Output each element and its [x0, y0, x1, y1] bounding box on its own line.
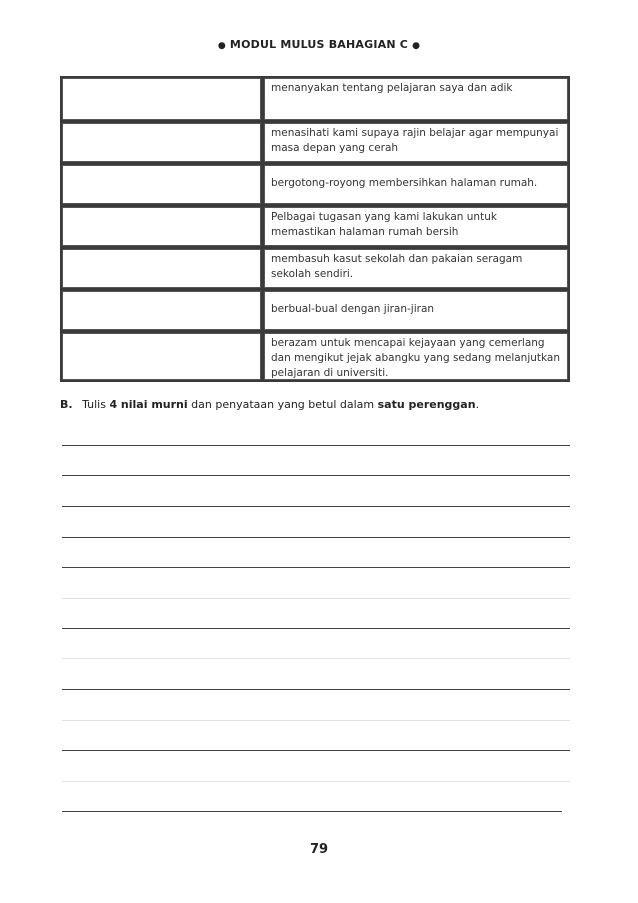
faint-writing-line[interactable]: [62, 598, 570, 599]
writing-line[interactable]: [62, 537, 570, 538]
answer-cell[interactable]: [62, 207, 261, 246]
bullet-left: ●: [217, 41, 226, 51]
page-number: 79: [309, 842, 329, 857]
question-bold-1: 4 nilai murni: [109, 398, 188, 411]
page-header: [0, 38, 638, 51]
statement-cell: menasihati kami supaya rajin belajar agar mempunyai masa depan yang cerah: [264, 123, 568, 162]
answer-cell[interactable]: [62, 333, 261, 380]
answer-cell[interactable]: [62, 291, 261, 330]
statement-cell: bergotong-royong membersihkan halaman rumah.: [264, 165, 568, 204]
faint-writing-line[interactable]: [62, 781, 570, 782]
table-row: [62, 207, 568, 246]
answer-cell[interactable]: [62, 123, 261, 162]
table-row: [62, 123, 568, 162]
question-end: .: [475, 398, 480, 411]
question-bold-2: satu perenggan: [377, 398, 476, 411]
faint-writing-line[interactable]: [62, 658, 570, 659]
statement-cell: membasuh kasut sekolah dan pakaian seragam sekolah sendiri.: [264, 249, 568, 288]
table-row: [62, 78, 568, 120]
table-row: [62, 249, 568, 288]
writing-line[interactable]: [62, 811, 562, 812]
writing-line[interactable]: [62, 628, 570, 629]
question-b: [60, 398, 580, 411]
question-text-2: dan penyataan yang betul dalam: [191, 398, 375, 411]
bullet-right: ●: [412, 41, 421, 51]
answer-cell[interactable]: [62, 165, 261, 204]
answer-table: [60, 76, 570, 382]
faint-writing-line[interactable]: [62, 720, 570, 721]
table-row: [62, 291, 568, 330]
table-row: [62, 165, 568, 204]
statement-cell: berbual-bual dengan jiran-jiran: [264, 291, 568, 330]
writing-line[interactable]: [62, 475, 570, 476]
writing-line[interactable]: [62, 445, 570, 446]
writing-line[interactable]: [62, 689, 570, 690]
statement-cell: berazam untuk mencapai kejayaan yang cemerlang dan mengikut jejak abangku yang sedang melanjutkan pelajaran di universiti.: [264, 333, 568, 380]
table-row: [62, 333, 568, 380]
statement-cell: Pelbagai tugasan yang kami lakukan untuk memastikan halaman rumah bersih: [264, 207, 568, 246]
writing-line[interactable]: [62, 567, 570, 568]
writing-line[interactable]: [62, 750, 570, 751]
answer-cell[interactable]: [62, 78, 261, 120]
question-text-1: Tulis: [82, 398, 106, 411]
header-title: MODUL MULUS BAHAGIAN C: [229, 38, 409, 51]
statement-cell: menanyakan tentang pelajaran saya dan adik: [264, 78, 568, 120]
writing-line[interactable]: [62, 506, 570, 507]
answer-cell[interactable]: [62, 249, 261, 288]
question-number: B.: [60, 398, 73, 411]
